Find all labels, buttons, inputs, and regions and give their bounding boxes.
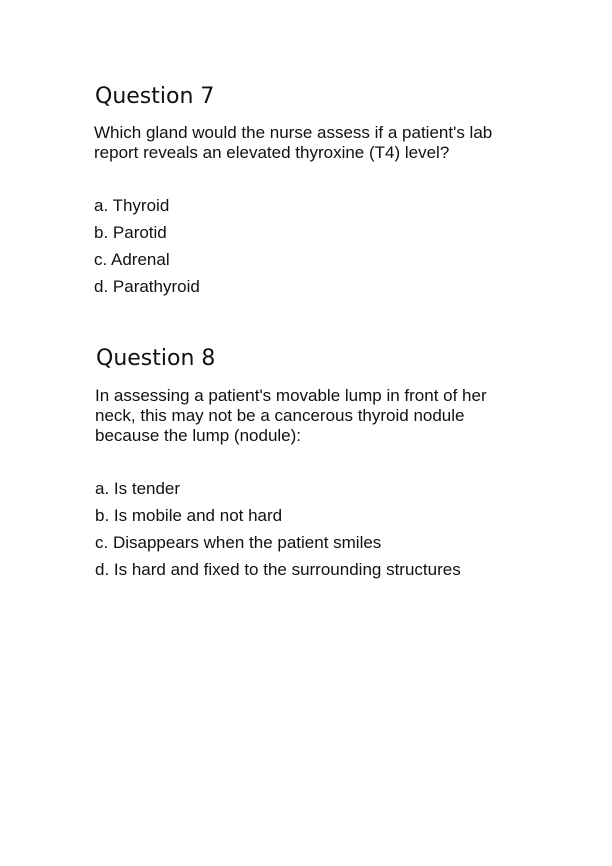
option-d: d. Is hard and fixed to the surrounding structures	[95, 560, 461, 579]
option-d: d. Parathyroid	[94, 277, 200, 296]
answer-options	[95, 475, 461, 583]
question-text: In assessing a patient's movable lump in front of her neck, this may not be a cancerous thyroid nodule because the lump (nodule):	[95, 386, 487, 445]
option-b: b. Is mobile and not hard	[95, 506, 283, 525]
option-a: a. Is tender	[95, 479, 181, 498]
option-c: c. Adrenal	[94, 250, 170, 269]
option-c: c. Disappears when the patient smiles	[95, 533, 382, 552]
question-title: Question 8	[96, 346, 216, 371]
option-a: a. Thyroid	[94, 196, 170, 215]
question-title: Question 7	[95, 84, 215, 109]
answer-options	[94, 192, 200, 300]
question-text: Which gland would the nurse assess if a patient's lab report reveals an elevated thyroxine (T4) level?	[94, 123, 493, 162]
option-b: b. Parotid	[94, 223, 167, 242]
